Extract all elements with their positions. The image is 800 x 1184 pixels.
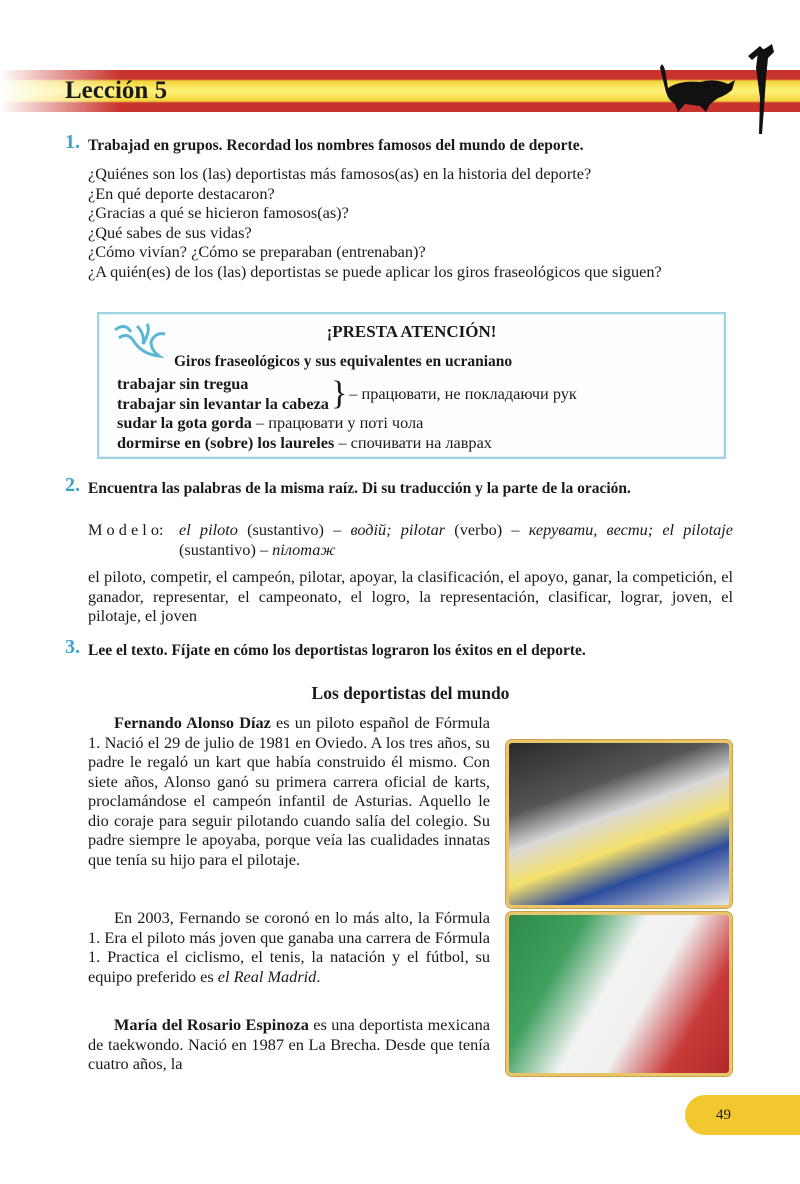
question: ¿Quiénes son los (las) deportistas más famosos(as) en la historia del deporte? [88,164,592,183]
box-title: ¡PRESTA ATENCIÓN! [326,322,497,341]
exercise-number: 2. [65,474,80,496]
athlete-name: María del Rosario Espinoza [114,1015,309,1034]
photo-fernando-alonso [506,740,732,908]
question: ¿A quién(es) de los (las) deportistas se puede aplicar los giros fraseológicos que siguen? [88,261,662,281]
exercise-number: 1. [65,131,80,153]
model-translation: керувати, вести; [528,520,654,539]
text-title: Los deportistas del mundo [311,683,510,703]
attention-box [97,312,726,459]
lesson-title: Lección 5 [65,77,168,104]
page-number: 49 [716,1107,731,1123]
phrase: dormirse en (sobre) los laureles [117,432,335,452]
brace-icon: } [330,374,348,412]
model-word: el pilotaje [653,520,734,539]
model-word: el piloto [179,520,238,539]
article-paragraph [88,713,490,869]
model-word: pilotar [391,520,446,539]
paragraph-text: En 2003, Fernando se coronó en lo más alto, la Fórmula 1. Era el piloto más joven que ganaba una carrera de Fórmula 1. Practica el ciclismo, el tenis, la natación y el fútbol, su equipo preferido es [88,908,490,986]
model-text: (verbo) – [445,520,529,539]
model-translation: водій; [350,520,392,539]
punctuation: . [316,966,321,986]
question: ¿Gracias a qué se hicieron famosos(as)? [88,203,349,222]
article-paragraph [88,908,490,986]
phrase-translation: – спочивати на лаврах [334,432,492,452]
phrase-translation: – працювати, не покладаючи рук [349,383,577,403]
box-subtitle: Giros fraseológicos y sus equivalentes en ucraniano [174,353,513,370]
exercise-instruction: Lee el texto. Fíjate en cómo los deportistas lograron los éxitos en el deporte. [88,642,586,659]
question-list [88,164,733,281]
model-example [88,520,733,559]
paragraph-text: es un piloto español de Fórmula 1. Nació el 29 de julio de 1981 en Oviedo. A los tres años, su padre le regaló un kart que había construido él mismo. Con siete años, Alonso ganó su primera carrera oficial de karts, proclamándose el campeón infantil de Asturias. Aquello le dio coraje para seguir pilotando cuando salía del colegio. Su padre siempre le apoyaba, porque veía las cualidades innatas que tenía su hijo para el pilotaje. [88,713,491,869]
phrase-list [117,374,577,452]
question: ¿Qué sabes de sus vidas? [88,222,252,242]
model-translation: пілотаж [272,539,336,559]
bullfighter-illustration [640,38,800,138]
phrase: trabajar sin levantar la cabeza [117,393,329,413]
question: ¿En qué deporte destacaron? [88,183,275,203]
page-number-tab [685,1095,800,1135]
article-paragraph [88,1015,490,1074]
phrase-translation: – працювати у поті чола [251,413,424,432]
model-text: (sustantivo) – [179,539,273,559]
model-text: (sustantivo) – [237,520,351,539]
exercise-instruction: Encuentra las palabras de la misma raíz. Di su traducción y la parte de la oración. [88,480,631,497]
exercise-number: 3. [65,636,80,658]
photo-maria-espinoza [506,912,732,1076]
team-name: el Real Madrid [217,966,317,986]
model-label: M o d e l o: [88,520,164,539]
phrase: sudar la gota gorda [117,413,252,432]
athlete-name: Fernando Alonso Díaz [114,713,271,732]
question: ¿Cómo vivían? ¿Cómo se preparaban (entrenaban)? [88,242,426,261]
word-list: el piloto, competir, el campeón, pilotar, apoyar, la clasificación, el apoyo, ganar, la competición, el ganador, representar, el campeonato, el logro, la representación, clasificar, lograr, joven, el pilotaje, el joven [88,567,733,625]
phrase: trabajar sin tregua [117,374,249,393]
paragraph-text: es una deportista mexicana de taekwondo. Nació en 1987 en La Brecha. Desde que tenía cuatro años, la [88,1015,491,1073]
exercise-instruction: Trabajad en grupos. Recordad los nombres famosos del mundo de deporte. [88,137,584,154]
